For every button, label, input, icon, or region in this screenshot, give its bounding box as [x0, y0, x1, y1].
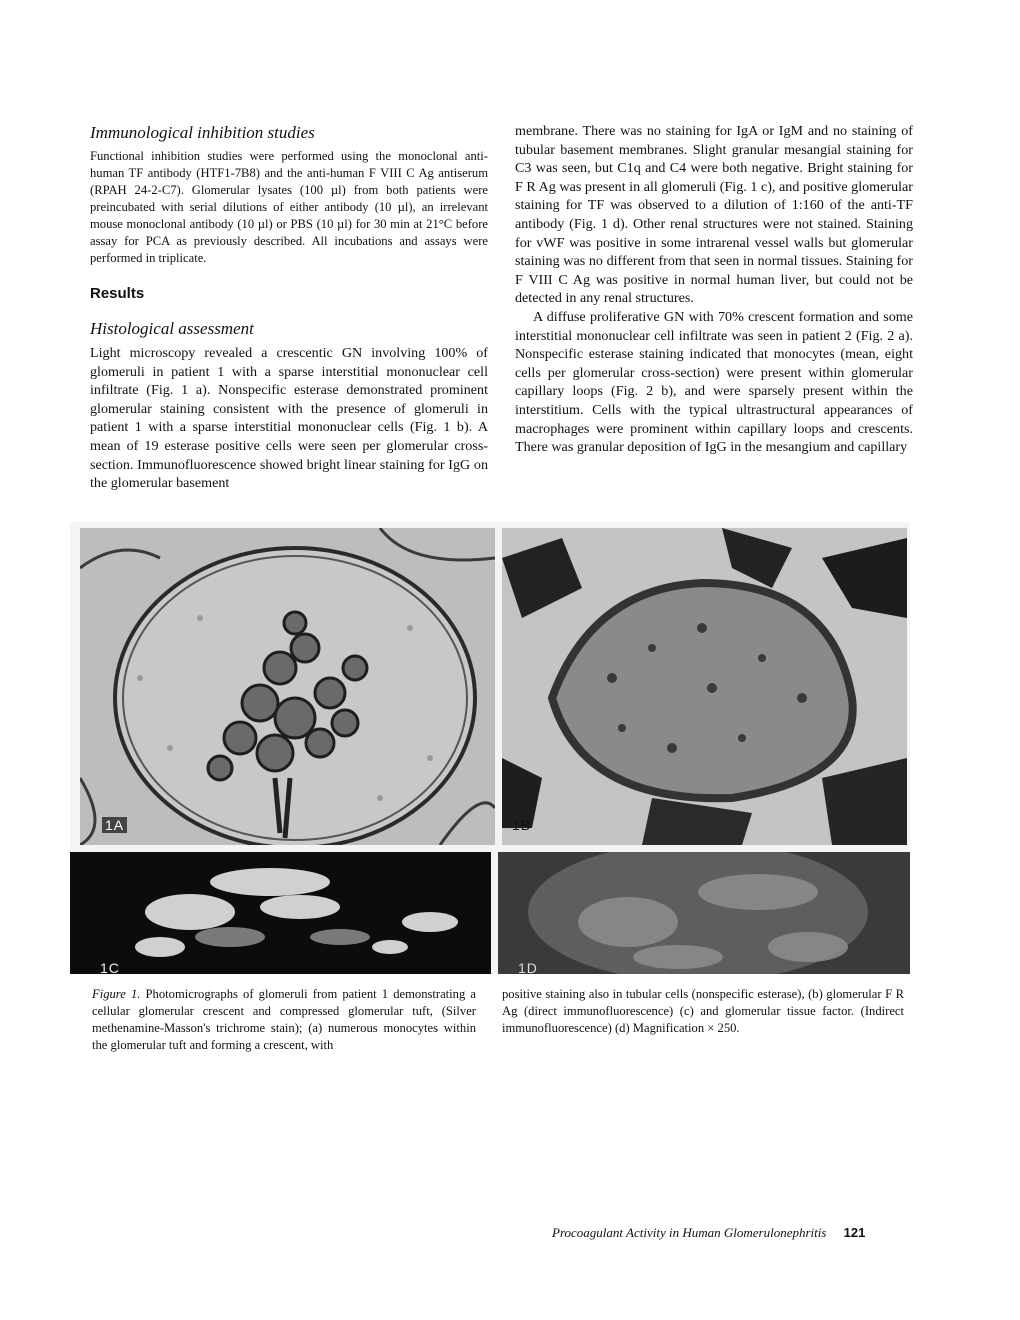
figure-1-photomicrographs	[70, 522, 910, 974]
figure-caption-left	[92, 986, 476, 1054]
page-number: 121	[843, 1225, 866, 1240]
panel-label-1a: 1A	[102, 817, 127, 833]
panel-label-1d: 1D	[518, 960, 538, 974]
heading-histological-assessment: Histological assessment	[90, 319, 254, 338]
right-column	[515, 122, 913, 457]
running-title: Procoagulant Activity in Human Glomerulonephritis	[552, 1225, 827, 1240]
section-heading-results: Results	[90, 285, 145, 302]
left-column	[90, 122, 488, 493]
figure-caption-right: positive staining also in tubular cells (nonspecific esterase), (b) glomerular F R Ag (direct immunofluorescence) (c) and glomerular tissue factor. (Indirect immunofluorescence) (d) Magnification × 250.	[502, 987, 904, 1035]
heading-immunological-inhibition: Immunological inhibition studies	[90, 123, 315, 142]
paragraph-inhibition-methods: Functional inhibition studies were performed using the monoclonal anti-human TF antibody (HTF1-7B8) and the anti-human F VIII C Ag antiserum (RPAH 24-2-C7). Glomerular lysates (100 µl) from both patients were preincubated with serial dilutions of either antibody (10 µl), an irrelevant mouse monoclonal antibody (10 µl) or PBS (10 µl) for 30 min at 21°C before assay for PCA as previously described. All incubations and assays were performed in triplicate.	[90, 149, 488, 265]
panel-1a-image	[80, 528, 495, 845]
panel-1d-image	[498, 852, 910, 974]
panel-1c-image	[70, 852, 491, 974]
panel-label-1b: 1B	[512, 817, 532, 833]
panel-1b-image	[502, 528, 907, 845]
page-footer	[552, 1225, 904, 1241]
paragraph-immunofluorescence: membrane. There was no staining for IgA or IgM and no staining of tubular basement membranes. Slight granular mesangial staining for C3 was seen, but C1q and C4 were both negative. Bright staining for F R Ag was present in all glomeruli (Fig. 1 c), and positive glomerular staining for TF was observed to a dilution of 1:160 of the anti-TF antibody (Fig. 1 d). Other renal structures were not stained. Staining for vWF was positive in some intrarenal vessel walls but glomerular staining was no different from that seen in normal tissues. Staining for F VIII C Ag was positive in normal human liver, but could not be detected in any renal structures.	[515, 123, 913, 307]
paragraph-histology: Light microscopy revealed a crescentic GN involving 100% of glomeruli in patient 1 with a sparse interstitial mononuclear cell infiltrate (Fig. 1 a). Nonspecific esterase demonstrated prominent glomerular staining consistent with the presence of glomeruli in patient 1 with a sparse interstitial mononuclear cells (Fig. 1 b). A mean of 19 esterase positive cells were seen per glomerular cross-section. Immunofluorescence showed bright linear staining for IgG on the glomerular basement	[90, 345, 488, 492]
figure-caption-label: Figure 1.	[92, 987, 141, 1001]
panel-label-1c: 1C	[100, 960, 120, 974]
paragraph-patient-2: A diffuse proliferative GN with 70% crescent formation and some interstitial mononuclear cell infiltrate was seen in patient 2 (Fig. 2 a). Nonspecific esterase staining indicated that monocytes (mean, eight cells per glomerular cross-section) were present within glomerular capillary loops (Fig. 2 b), and were sparsely present within the interstitium. Cells with the typical ultrastructural appearances of macrophages were prominent within capillary loops and crescents. There was granular deposition of IgG in the mesangium and capillary	[515, 308, 913, 456]
figure-caption-left-text: Photomicrographs of glomeruli from patient 1 demonstrating a cellular glomerular crescent and compressed glomerular tuft, (Silver methenamine-Masson's trichrome stain); (a) numerous monocytes within the glomerular tuft and forming a crescent, with	[92, 987, 477, 1052]
